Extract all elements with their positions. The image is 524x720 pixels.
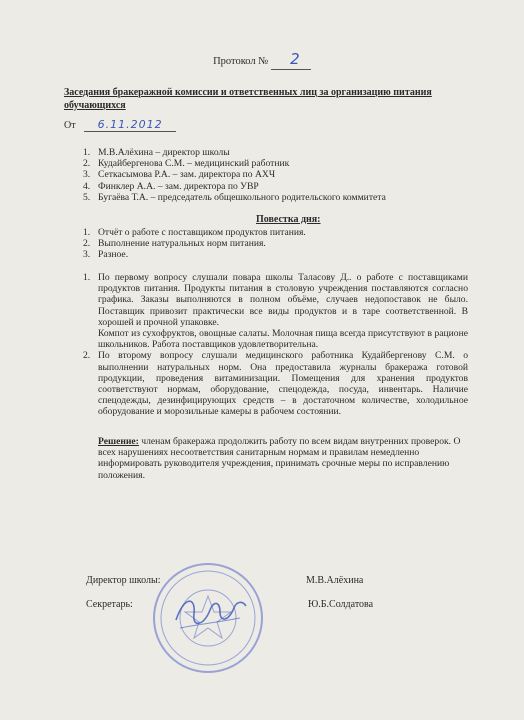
member-item xyxy=(83,169,386,181)
member-item xyxy=(83,191,386,203)
list-number: 1. xyxy=(83,147,91,158)
discussion-item xyxy=(83,272,468,351)
members-list xyxy=(83,147,386,203)
member-text: М.В.Алёхина – директор школы xyxy=(98,147,230,158)
discussion-list xyxy=(83,272,468,418)
list-number: 4. xyxy=(83,180,91,192)
list-number: 2. xyxy=(83,158,91,170)
protocol-title xyxy=(0,52,524,70)
signature-name-director: М.В.Алёхина xyxy=(306,575,364,586)
date-row xyxy=(64,118,176,132)
member-text: Кудайбергенова С.М. – медицинский работник xyxy=(98,158,290,170)
member-item xyxy=(83,147,386,158)
date-prefix: От xyxy=(64,120,76,131)
list-number: 1. xyxy=(83,227,91,238)
member-item xyxy=(83,180,386,192)
protocol-number: 2 xyxy=(290,50,300,68)
discussion-text: По первому вопросу слушали повара школы Таласову Д.. о работе с поставщиками продуктов питания. Продукты питания в столовую учреждения поставляются согласно графика. Заказы выполняются в полном объёме, случаев недопоставок не было. Поставщик привозит практически все виды продуктов и в таре соответственной. В хорошей и прочной упаковке. xyxy=(98,272,468,328)
meeting-heading: Заседания бракеражной комиссии и ответственных лиц за организацию питания обучающихся xyxy=(64,87,432,111)
list-number: 2. xyxy=(83,238,91,250)
discussion-item xyxy=(83,350,468,418)
signature-scribble xyxy=(170,588,250,638)
agenda-text: Выполнение натуральных норм питания. xyxy=(98,238,266,250)
discussion-text: По второму вопросу слушали медицинского работника Кудайбергенову С.М. о выполнении натуральных норм. Она предоставила журналы бракеража готовой продукции, проведения витаминизации. Помещения для хранения продуктов соответствуют нормам, оборудование, спецодежда, посуда, инвентарь. Наличие спецодежды, дезинфицирующих средств – в достаточном количестве, холодильное оборудование и морозильные камеры в рабочем состоянии. xyxy=(98,350,468,418)
agenda-item xyxy=(83,238,306,250)
discussion-extra: Компот из сухофруктов, овощные салаты. Молочная пища всегда присутствуют в рационе школьников. Работа поставщиков удовлетворительна. xyxy=(98,328,468,351)
list-number: 3. xyxy=(83,169,91,181)
signature-role-secretary: Секретарь: xyxy=(86,599,133,610)
agenda-text: Отчёт о работе с поставщиком продуктов питания. xyxy=(98,227,306,238)
signature-role-director: Директор школы: xyxy=(86,575,161,586)
agenda-item xyxy=(83,249,306,261)
member-text: Бугаёва Т.А. – председатель общешкольного родительского коммитета xyxy=(98,191,386,203)
list-number: 1. xyxy=(83,272,91,283)
list-number: 2. xyxy=(83,350,91,362)
list-number: 3. xyxy=(83,249,91,261)
date-value: 6.11.2012 xyxy=(84,118,176,132)
agenda-list xyxy=(83,227,306,261)
agenda-item xyxy=(83,227,306,238)
decision-text: членам бракеража продолжить работу по всем видам внутренних проверок. О всех нарушениях несоответствия санитарным нормам и правилам немедленно информировать руководителя учреждения, принимать срочные меры по исправлению положения. xyxy=(98,436,461,481)
signature-name-secretary: Ю.Б.Солдатова xyxy=(308,599,374,610)
member-text: Финклер А.А. – зам. директора по УВР xyxy=(98,180,259,192)
agenda-text: Разное. xyxy=(98,249,129,261)
list-number: 5. xyxy=(83,191,91,203)
protocol-title-text: Протокол № xyxy=(213,56,269,67)
decision-block xyxy=(98,436,468,481)
member-text: Сеткасымова Р.А. – зам. директора по АХЧ xyxy=(98,169,276,181)
decision-label: Решение: xyxy=(98,436,139,447)
agenda-title: Повестка дня: xyxy=(256,214,321,225)
member-item xyxy=(83,158,386,170)
